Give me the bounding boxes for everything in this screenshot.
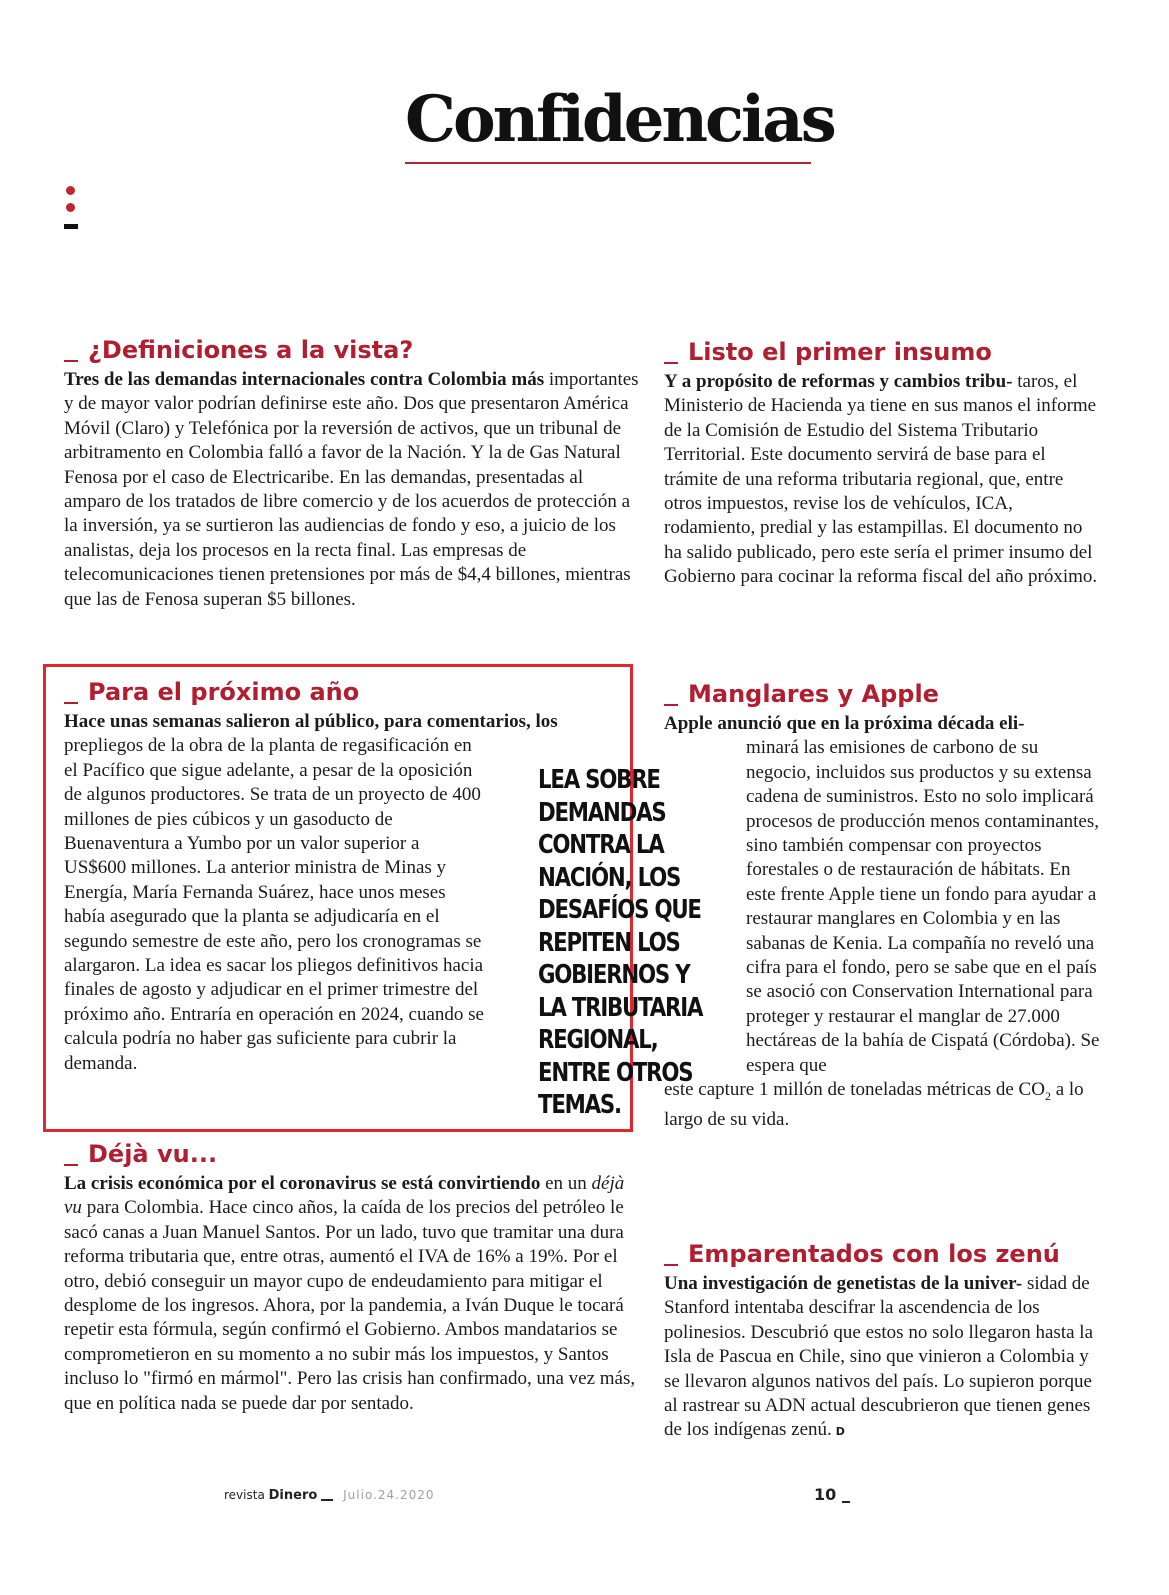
article-definiciones xyxy=(64,336,644,612)
article-heading: Déjà vu... xyxy=(64,1140,644,1168)
marker-dot xyxy=(66,186,75,195)
article-body: La crisis económica por el coronavirus se está convirtiendo en un déjà vu para Colombia. Hace cinco años, la caída de los precios del petróleo le sacó canas a Juan Manuel Santos. Por un lado, tuvo que tramitar una dura reforma tributaria que, entre otras, aumentó el IVA de 16% a 19%. Por el otro, debió conseguir un mayor cupo de endeudamiento para mitigar el desplome de los ingresos. Ahora, por la pandemia, a Iván Duque le tocará repetir esta fórmula, según confirmó el Gobierno. Ambos mandatarios se comprometieron en su momento a no subir más los impuestos, y Santos incluso lo "firmó en mármol". Pero las crisis han confirmado, una vez más, que en política nada se puede dar por sentado. xyxy=(64,1173,636,1414)
marker-bar xyxy=(64,224,78,229)
pull-quote-line: NACIÓN, LOS xyxy=(538,862,681,893)
pull-quote-line: ENTRE OTROS xyxy=(538,1057,693,1088)
marker-dot xyxy=(66,203,75,212)
dash-icon xyxy=(64,1164,78,1166)
article-manglares xyxy=(664,680,1104,1133)
article-heading: Emparentados con los zenú xyxy=(664,1240,1104,1268)
article-text: taros, el Ministerio de Hacienda ya tiene en sus manos el informe de la Comisión de Estudio del Sistema Tributario Territorial. Este documento servirá de base para el trámite de una reforma tributaria regional, que, entre otros impuestos, revise los de vehículos, ICA, rodamiento, predial y las estampillas. El documento no ha salido publicado, pero este sería el primer insumo del Gobierno para cocinar la reforma fiscal del año próximo. xyxy=(664,371,1098,588)
article-lead-line xyxy=(664,712,1104,736)
page-number: 10 xyxy=(814,1485,850,1504)
article-body xyxy=(64,734,484,1076)
pull-quote-line: DEMANDAS xyxy=(538,797,666,828)
article-body xyxy=(64,368,644,612)
dash-icon xyxy=(664,704,678,706)
article-heading: Manglares y Apple xyxy=(664,680,1104,708)
article-heading: Listo el primer insumo xyxy=(664,338,1104,366)
dash-icon xyxy=(64,702,78,704)
page-footer xyxy=(224,1488,435,1503)
article-lead-line xyxy=(64,710,634,734)
article-heading: ¿Definiciones a la vista? xyxy=(64,336,644,364)
article-primer-insumo xyxy=(664,338,1104,590)
end-mark-icon: D xyxy=(835,1425,845,1439)
footer-separator xyxy=(321,1499,333,1501)
subscript: 2 xyxy=(1044,1088,1051,1103)
article-text: prepliegos de la obra de la planta de regasificación en el Pacífico que sigue adelante, a pesar de la oposición de algunos productores. Se trata de un proyecto de 400 millones de pies cúbicos y un gasoducto de Buenaventura a Yumbo por un valor superior a US$600 millones. La anterior ministra de Minas y Energía, María Fernanda Suárez, hace unos meses había asegurado que la planta se adjudicaría en el segundo semestre de este año, pero los cronogramas se alargaron. La idea es sacar los pliegos definitivos hacia finales de agosto y adjudicar en el primer trimestre del próximo año. Entraría en operación en 2024, cuando se calcula podría no haber gas suficiente para cubrir la demanda. xyxy=(64,735,484,1074)
footer-brand: Dinero xyxy=(268,1488,318,1503)
dash-icon xyxy=(664,362,678,364)
article-body xyxy=(664,370,1104,590)
article-text: importantes y de mayor valor podrían definirse este año. Dos que presentaron América Móvil (Claro) y Telefónica por la reversión de activos, que un tribunal de arbitramento en Colombia falló a favor de la Nación. Y la de Gas Natural Fenosa por el caso de Electricaribe. En las demandas, presentadas al amparo de los tratados de libre comercio y de los acuerdos de protección a la inversión, ya se surtieron las audiencias de fondo y eso, a juicio de los analistas, deja los procesos en la recta final. Las empresas de telecomunicaciones tienen pretensiones por más de $4,4 billones, mientras que las de Fenosa superan $5 billones. xyxy=(64,369,639,610)
decorative-colon-marker xyxy=(64,186,78,229)
pull-quote-line: LA TRIBUTARIA xyxy=(538,992,703,1023)
article-lead: Y a propósito de reformas y cambios tribu- xyxy=(664,371,1013,392)
masthead xyxy=(405,80,834,164)
pull-quote-line: CONTRA LA xyxy=(538,830,664,860)
pull-quote xyxy=(538,764,703,1122)
page-number-separator xyxy=(842,1501,850,1503)
pull-quote-line: REPITEN LOS xyxy=(538,927,680,958)
article-text: para Colombia. Hace cinco años, la caída de los precios del petróleo le sacó canas a Juan Manuel Santos. Por un lado, tuvo que tramitar una dura reforma tributaria que, entre otras, aumentó el IVA de 16% a 19%. Por el otro, debió conseguir un mayor cupo de endeudamiento para mitigar el desplome de los ingresos. Ahora, por la pandemia, a Iván Duque le tocará repetir esta fórmula, según confirmó el Gobierno. Ambos mandatarios se comprometieron en su momento a no subir más los impuestos, y Santos incluso lo "firmó en mármol". Pero las crisis han confirmado, una vez más, que en política nada se puede dar por sentado. xyxy=(64,1197,636,1414)
pull-quote-line: LEA SOBRE xyxy=(538,765,660,795)
article-lead: Una investigación de genetistas de la univer- xyxy=(664,1273,1023,1294)
pull-quote-line: TEMAS. xyxy=(538,1090,621,1120)
dash-icon xyxy=(664,1264,678,1266)
page-title: Confidencias xyxy=(405,82,834,157)
pull-quote-line: REGIONAL, xyxy=(538,1025,658,1055)
article-body xyxy=(664,1272,1104,1445)
italic-phrase: déjà vu xyxy=(64,1173,625,1219)
article-lead: Hace unas semanas salieron al público, para comentarios, los xyxy=(64,711,558,732)
dash-icon xyxy=(64,360,78,362)
article-body-tail: este capture 1 millón de toneladas métricas de $CO_2$ a lo largo de su vida. xyxy=(664,1079,1084,1131)
article-lead: La crisis económica por el coronavirus se está convirtiendo xyxy=(64,1173,541,1194)
title-underline xyxy=(405,162,811,164)
article-zenu xyxy=(664,1240,1104,1445)
footer-prefix: revista xyxy=(224,1488,265,1502)
article-text: minará las emisiones de carbono de su negocio, incluidos sus productos y su extensa cadena de suministros. Esto no solo implicará procesos de producción menos contaminantes, sino también compensar con proyectos forestales o de restauración de hábitats. En este frente Apple tiene un fondo para ayudar a restaurar manglares en Colombia y en las sabanas de Kenia. La compañía no reveló una cifra para el fondo, pero se sabe que en el país se asoció con Conservation International para proteger y restaurar el manglar de 27.000 hectáreas de la bahía de Cispatá (Córdoba). Se espera que xyxy=(746,737,1100,1076)
article-text: sidad de Stanford intentaba descifrar la ascendencia de los polinesios. Descubrió que estos no solo llegaron hasta la Isla de Pascua en Chile, sino que vinieron a Colombia y se llevaron algunos nativos del país. Lo supieron porque al rastrear su ADN actual descubrieron que tienen genes de los indígenas zenú. xyxy=(664,1273,1094,1441)
pull-quote-line: GOBIERNOS Y xyxy=(538,960,690,990)
article-lead: Tres de las demandas internacionales contra Colombia más xyxy=(64,369,545,390)
pull-quote-line: DESAFÍOS QUE xyxy=(538,895,701,925)
article-heading: Para el próximo año xyxy=(64,678,634,706)
article-deja-vu xyxy=(64,1140,644,1416)
article-body xyxy=(664,736,1104,1078)
article-lead: Apple anunció que en la próxima década eli- xyxy=(664,713,1025,734)
footer-date: Julio.24.2020 xyxy=(343,1488,435,1502)
